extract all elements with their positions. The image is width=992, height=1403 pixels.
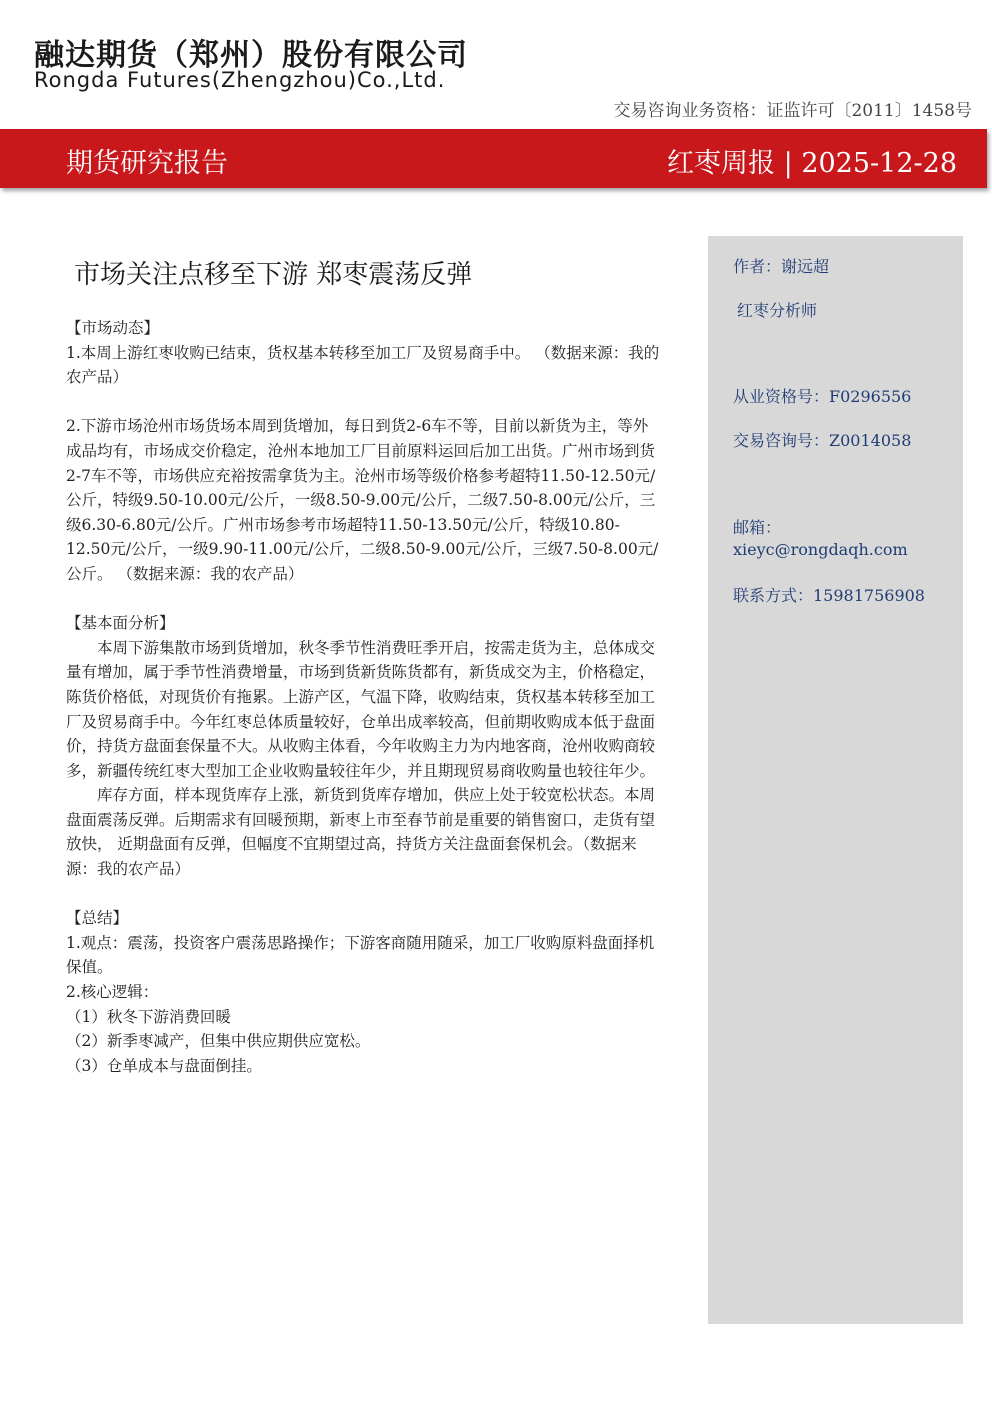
fundamental-paragraph-1: 本周下游集散市场到货增加，秋冬季节性消费旺季开启，按需走货为主，总体成交量有增加，属于季节性消费增量，市场到货新货陈货都有，新货成交为主，价格稳定，陈货价格低，对现货价有拖累。上游产区，气温下降，收购结束，货权基本转移至加工厂及贸易商手中。今年红枣总体质量较好，仓单出成率较高，但前期收购成本低于盘面价，持货方盘面套保量不大。从收购主体看，今年收购主力为内地客商，沧州收购商较多，新疆传统红枣大型加工企业收购量较往年少，并且期现贸易商收购量也较往年少。 [66,638,656,780]
logic-item: （2）新季枣减产，但集中供应期供应宽松。 [66,1032,371,1051]
email-address[interactable]: xieyc@rongdaqh.com [733,540,908,559]
company-name-cn: 融达期货（郑州）股份有限公司 [34,38,468,73]
license-info: 交易咨询业务资格：证监许可〔2011〕1458号 [613,101,972,121]
company-name-en: Rongda Futures(Zhengzhou)Co.,Ltd. [34,68,446,92]
contact-phone: 联系方式：15981756908 [733,586,925,605]
report-banner [0,129,987,188]
report-name-date: 红枣周报 | 2025-12-28 [667,148,957,179]
market-paragraph-1: 1.本周上游红枣收购已结束，货权基本转移至加工厂及贸易商手中。 （数据来源：我的农产品） [66,343,660,387]
author-role: 红枣分析师 [737,301,818,320]
market-paragraph-2: 2.下游市场沧州市场货场本周到货增加，每日到货2-6车不等，目前以新货为主，等外成品均有，市场成交价稳定，沧州本地加工厂目前原料运回后加工出货。广州市场到货2-7车不等，市场供应充裕按需拿货为主。沧州市场等级价格参考超特11.50-12.50元/公斤，特级9.50-10.00元/公斤，一级8.50-9.00元/公斤，二级7.50-8.00元/公斤，三级6.30-6.80元/公斤。广州市场参考市场超特11.50-13.50元/公斤，特级10.80-12.50元/公斤，一级9.90-11.00元/公斤，二级8.50-9.00元/公斤，三级7.50-8.00元/公斤。 （数据来源：我的农产品） [66,417,659,583]
market-heading: 【市场动态】 [66,319,160,337]
summary-logic-label: 2.核心逻辑： [66,983,159,1002]
email-label: 邮箱： [733,518,782,537]
author-sidebar [708,236,963,1324]
summary-view: 1.观点：震荡，投资客户震荡思路操作；下游客商随用随采，加工厂收购原料盘面择机保值。 [66,933,655,977]
consult-number: 交易咨询号：Z0014058 [733,431,912,450]
summary-heading: 【总结】 [66,909,129,928]
qualification-number: 从业资格号：F0296556 [733,387,912,406]
logic-item: （3）仓单成本与盘面倒挂。 [66,1056,262,1075]
logic-item: （1）秋冬下游消费回暖 [66,1007,231,1026]
author-name: 作者：谢远超 [733,257,830,276]
article-title: 市场关注点移至下游 郑枣震荡反弹 [74,260,473,290]
fundamental-paragraph-2: 库存方面，样本现货库存上涨，新货到货库存增加，供应上处于较宽松状态。本周盘面震荡反弹。后期需求有回暖预期，新枣上市至春节前是重要的销售窗口，走货有望放快， 近期盘面有反弹，但幅度不宜期望过高，持货方关注盘面套保机会。（数据来源：我的农产品） [66,786,656,879]
report-type: 期货研究报告 [66,148,228,179]
article-body [66,316,661,1078]
fundamental-heading: 【基本面分析】 [66,614,175,633]
